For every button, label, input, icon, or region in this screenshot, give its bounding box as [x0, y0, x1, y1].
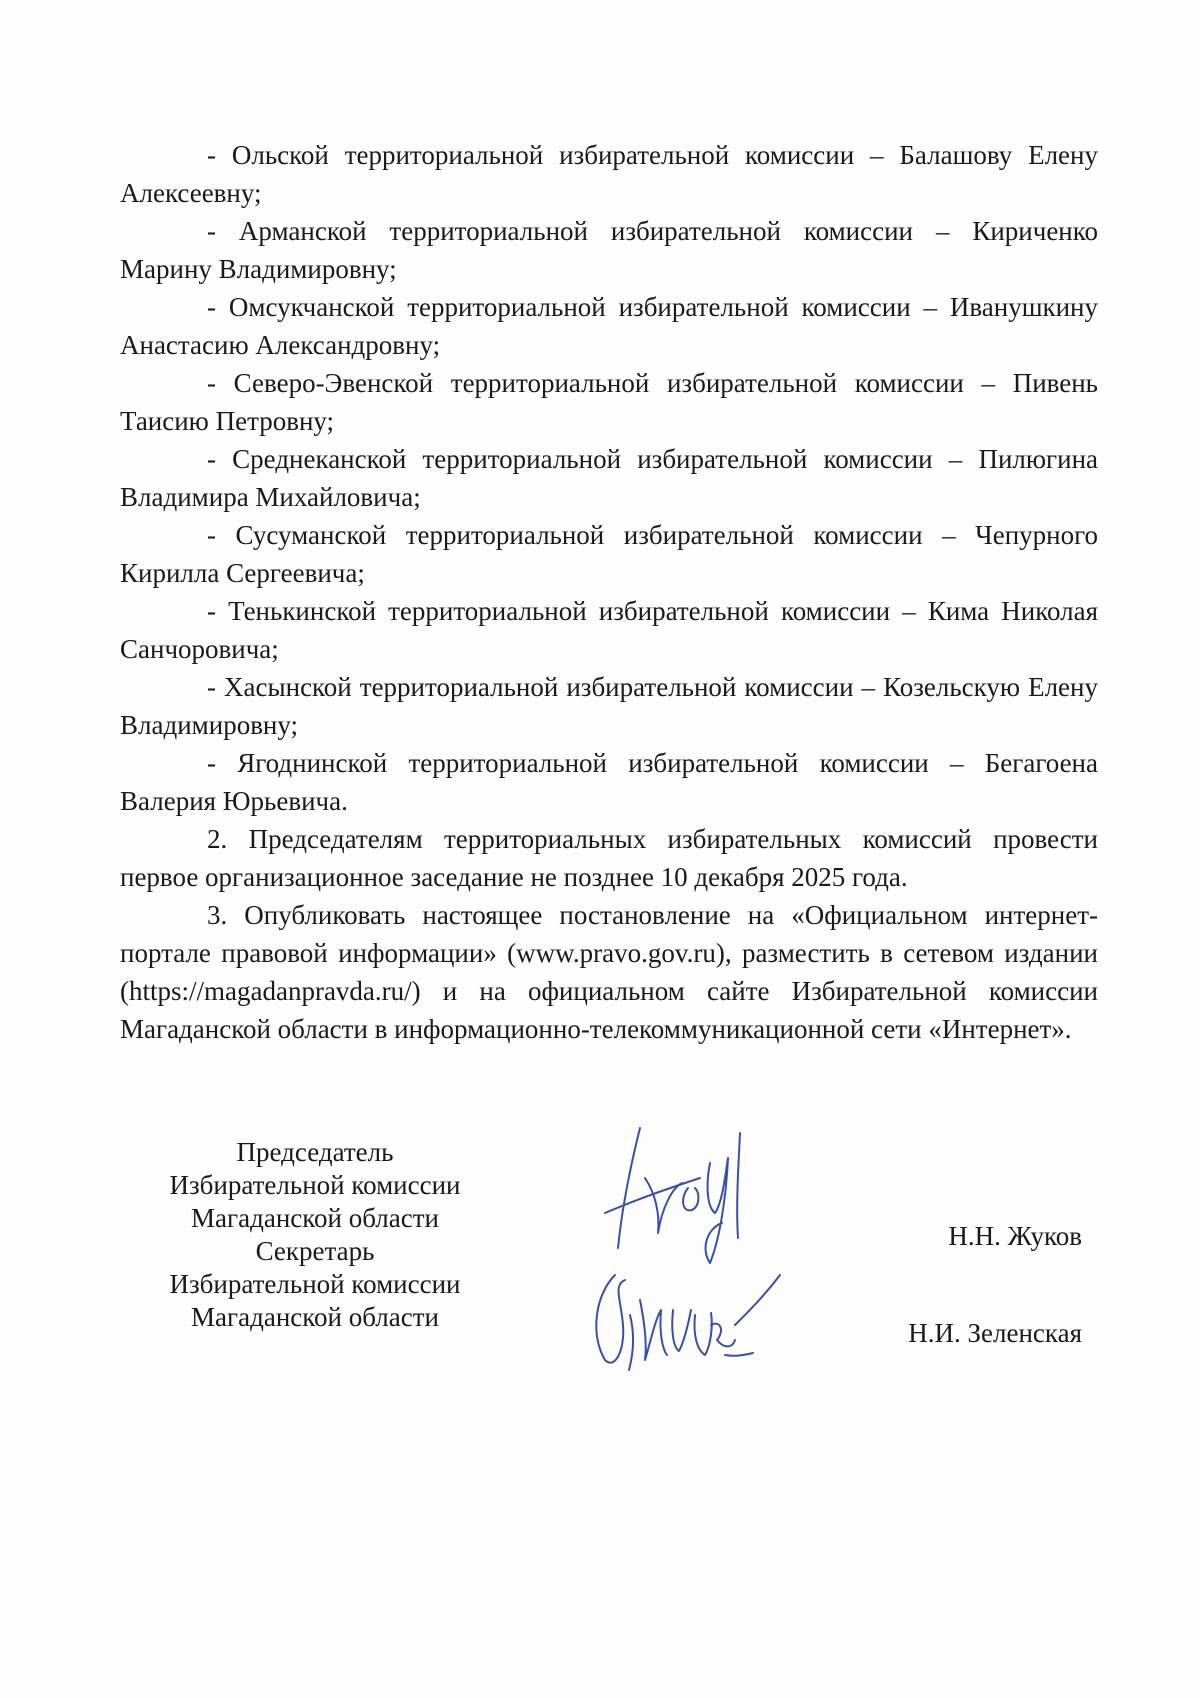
clause-3: 3. Опубликовать настоящее постановление на «Официальном интернет-портале правовой информации» (www.pravo.gov.ru), разместить в сетевом издании (https://magadanpravda.ru/) и на официальном сайте Избирательной комиссии Магаданской области в информационно-телекоммуникационной сети «Интернет». — [120, 900, 1098, 1044]
document-body — [120, 136, 1098, 1048]
list-item-omsukchanskaya: - Омсукчанской территориальной избирательной комиссии – Иванушкину Анастасию Александровну; — [120, 292, 1098, 360]
chairman-title — [130, 1136, 500, 1235]
secretary-name: Н.И. Зеленская — [908, 1318, 1082, 1348]
list-item-olskaya: - Ольской территориальной избирательной комиссии – Балашову Елену Алексеевну; — [120, 140, 1098, 208]
list-item-susumanskaya: - Сусуманской территориальной избирательной комиссии – Чепурного Кирилла Сергеевича; — [120, 520, 1098, 588]
list-item-severo-evenskaya: - Северо-Эвенской территориальной избирательной комиссии – Пивень Таисию Петровну; — [120, 368, 1098, 436]
list-item-srednekanskaya: - Среднеканской территориальной избирательной комиссии – Пилюгина Владимира Михайловича; — [120, 444, 1098, 512]
list-item-yagodninskaya: - Ягоднинской территориальной избирательной комиссии – Бегагоена Валерия Юрьевича. — [120, 748, 1098, 816]
secretary-title-line: Избирательной комиссии — [169, 1269, 461, 1299]
secretary-title-line: Секретарь — [255, 1236, 375, 1266]
chairman-title-line: Председатель — [236, 1137, 394, 1167]
list-item-khasynskaya: - Хасынской территориальной избирательной комиссии – Козельскую Елену Владимировну; — [120, 672, 1098, 740]
list-item-tenkinskaya: - Тенькинской территориальной избирательной комиссии – Кима Николая Санчоровича; — [120, 596, 1098, 664]
list-item-armanskaya: - Арманской территориальной избирательной комиссии – Кириченко Марину Владимировну; — [120, 216, 1098, 284]
secretary-signature — [585, 1255, 785, 1380]
chairman-title-line: Избирательной комиссии — [169, 1170, 461, 1200]
secretary-title-line: Магаданской области — [191, 1302, 439, 1332]
clause-2: 2. Председателям территориальных избирательных комиссий провести первое организационное заседание не позднее 10 декабря 2025 года. — [120, 824, 1098, 892]
chairman-signature — [600, 1118, 770, 1268]
chairman-name: Н.Н. Жуков — [948, 1221, 1082, 1251]
secretary-title — [130, 1235, 500, 1334]
chairman-title-line: Магаданской области — [191, 1203, 439, 1233]
